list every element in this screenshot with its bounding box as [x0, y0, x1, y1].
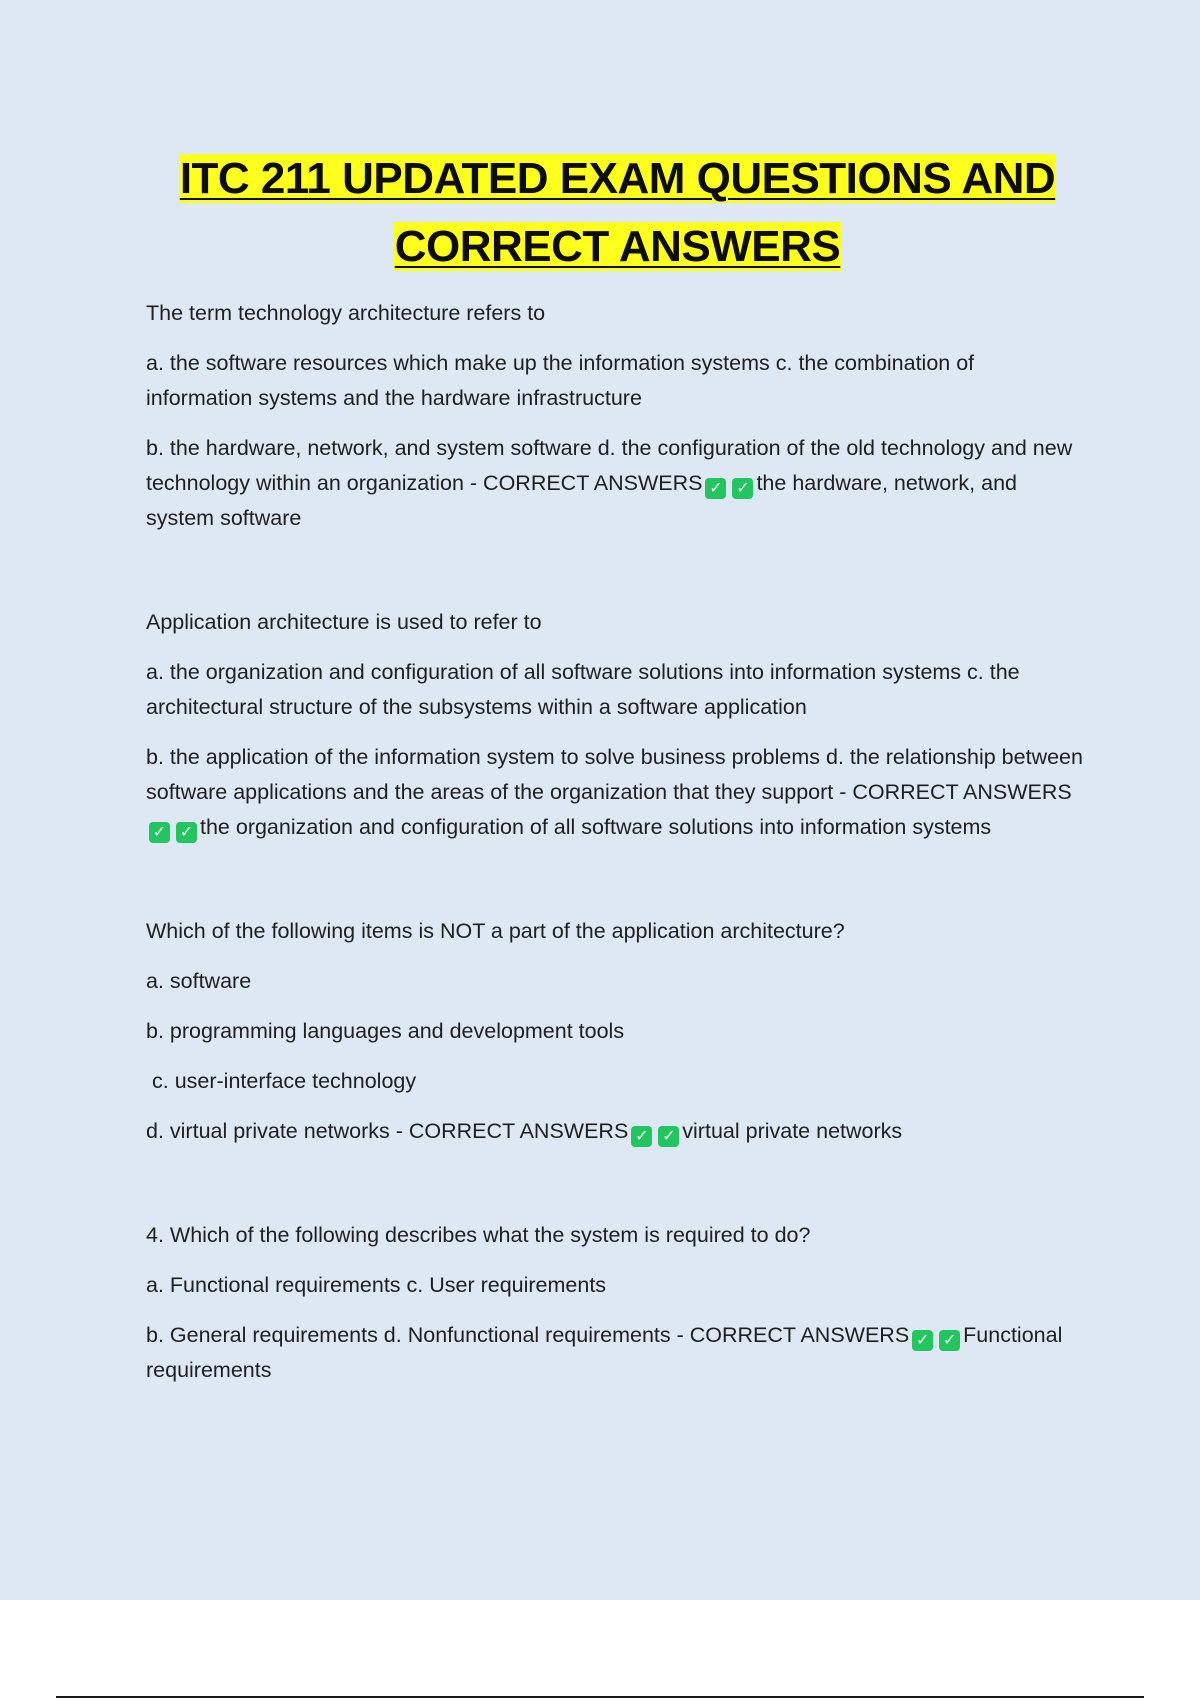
check-mark-icon: ✓	[658, 1126, 679, 1147]
correct-answer: virtual private networks	[682, 1119, 903, 1143]
check-mark-icon: ✓	[631, 1126, 652, 1147]
option-a: a. software	[146, 969, 252, 993]
check-mark-icon: ✓	[912, 1330, 933, 1351]
option-a: a. the software resources which make up the information systems c. the combination of information systems and the hardware infrastructure	[146, 351, 975, 410]
check-mark-icon: ✓	[149, 822, 170, 843]
correct-answer: the hardware, network, and system software	[146, 471, 1017, 530]
option-d-with-answer	[146, 1114, 1086, 1149]
question-text: The term technology architecture refers to	[146, 301, 546, 325]
title-line-1: ITC 211 UPDATED EXAM QUESTIONS AND	[179, 154, 1056, 203]
option-b: b. programming languages and development tools	[146, 1019, 625, 1043]
option-b-with-answer	[146, 431, 1086, 536]
question-block-1	[146, 296, 1086, 536]
option-b-with-answer	[146, 740, 1086, 845]
option-a: a. Functional requirements c. User requirements	[146, 1273, 607, 1297]
option-c: c. user-interface technology	[152, 1069, 417, 1093]
title-line-2: CORRECT ANSWERS	[394, 222, 841, 271]
check-mark-icon: ✓	[705, 478, 726, 499]
option-b: b. General requirements d. Nonfunctional requirements - CORRECT ANSWERS	[146, 1323, 910, 1347]
correct-answer: the organization and configuration of all software solutions into information systems	[200, 815, 992, 839]
option-a: a. the organization and configuration of all software solutions into information systems c. the architectural structure of the subsystems within a software application	[146, 660, 1020, 719]
correct-answer: Functional requirements	[146, 1323, 1063, 1382]
option-b: b. the application of the information system to solve business problems d. the relationship between software applications and the areas of the organization that they support - CORRECT ANSWERS	[146, 745, 1083, 804]
document-title	[0, 145, 1200, 281]
footer-divider	[56, 1696, 1144, 1698]
document-content	[146, 296, 1086, 1403]
question-text: Application architecture is used to refer to	[146, 610, 542, 634]
check-mark-icon: ✓	[176, 822, 197, 843]
check-mark-icon: ✓	[732, 478, 753, 499]
question-text: Which of the following items is NOT a part of the application architecture?	[146, 919, 845, 943]
option-b-with-answer	[146, 1318, 1086, 1388]
option-d: d. virtual private networks - CORRECT ANSWERS	[146, 1119, 629, 1143]
question-block-4	[146, 1218, 1086, 1388]
question-block-3	[146, 914, 1086, 1149]
check-mark-icon: ✓	[939, 1330, 960, 1351]
question-text: 4. Which of the following describes what the system is required to do?	[146, 1223, 811, 1247]
question-block-2	[146, 605, 1086, 845]
option-b: b. the hardware, network, and system software d. the configuration of the old technology and new technology within an organization - CORRECT ANSWERS	[146, 436, 1073, 495]
